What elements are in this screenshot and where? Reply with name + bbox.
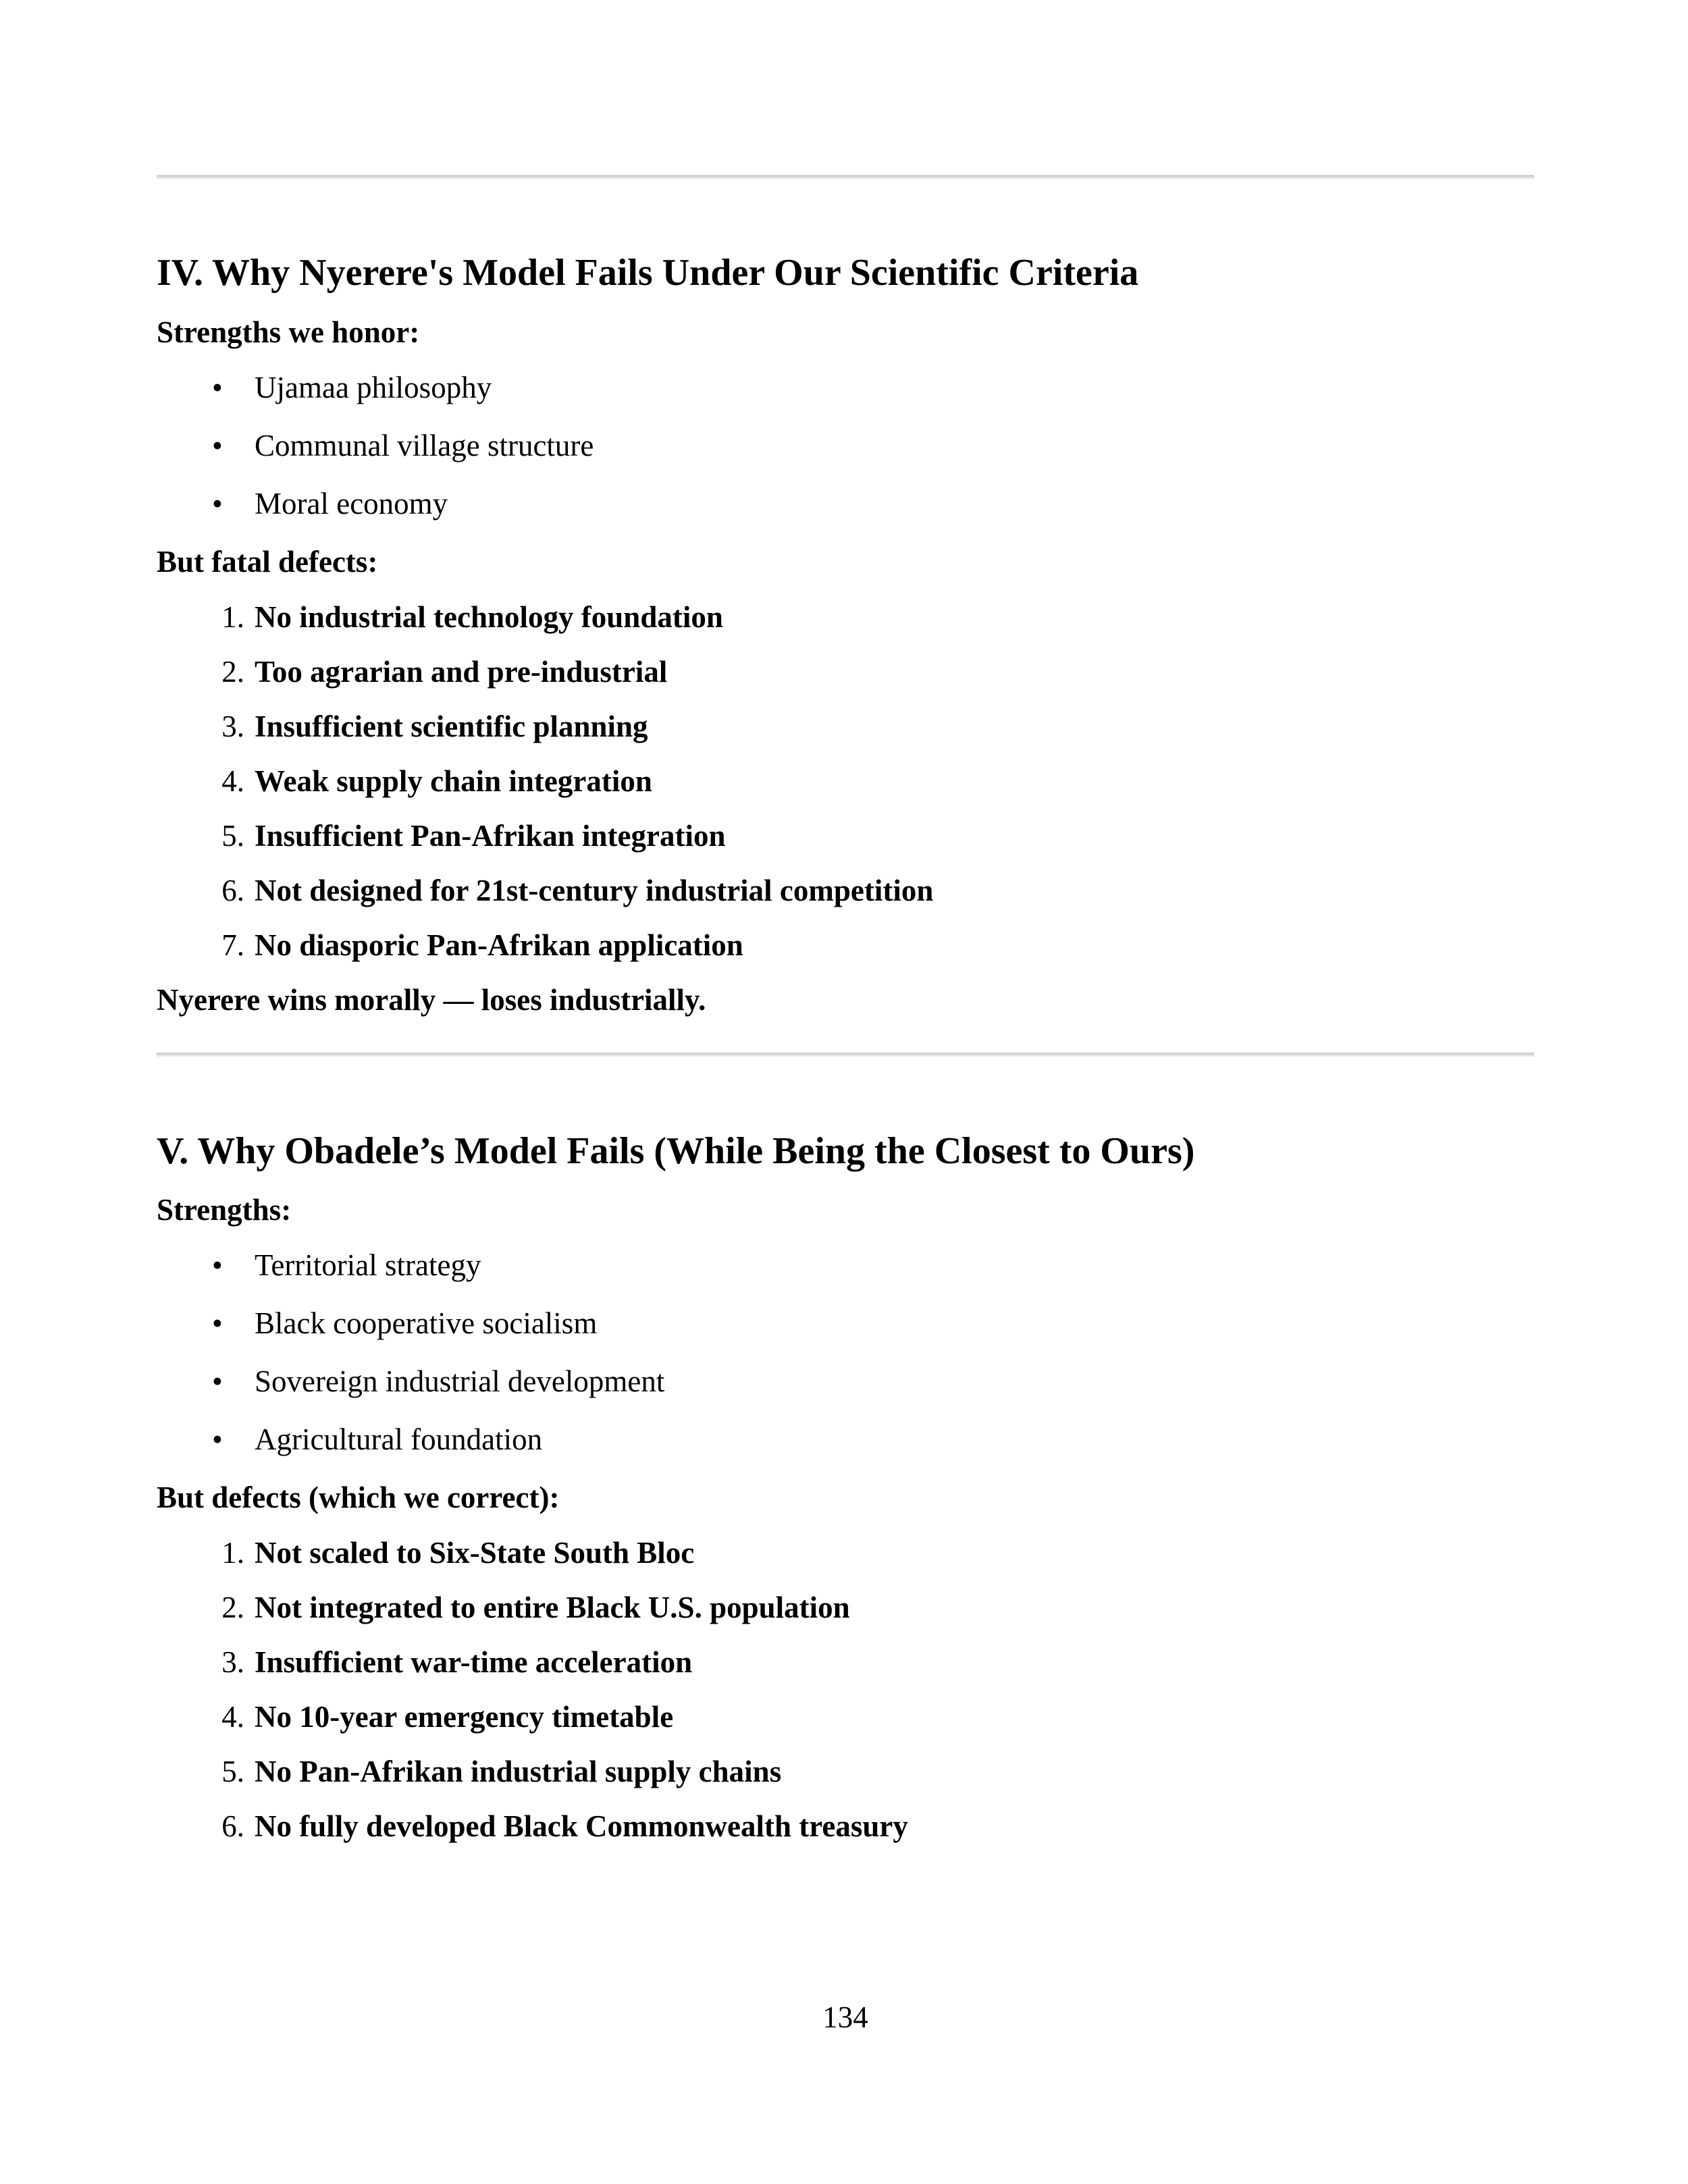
bullet-text: Territorial strategy [255,1248,481,1282]
bullet-text: Agricultural foundation [255,1422,543,1456]
bullet-item [157,427,1534,464]
bullet-item [157,1246,1534,1284]
section-conclusion: Nyerere wins morally — loses industrially. [157,983,706,1017]
item-number: 2. [221,655,244,689]
numbered-item [157,598,1534,636]
item-number: 2. [221,1591,244,1624]
item-number: 4. [221,1700,244,1734]
bullet-item [157,1420,1534,1458]
bullet-item [157,485,1534,523]
strengths-label: Strengths we honor: [157,315,420,349]
item-number: 1. [221,1536,244,1570]
bullet-item [157,369,1534,406]
bullet-icon: • [212,1248,223,1282]
item-text: Too agrarian and pre-industrial [255,655,668,689]
bullet-text: Communal village structure [255,429,594,462]
item-text: No fully developed Black Commonwealth treasury [255,1809,908,1843]
section-heading: V. Why Obadele’s Model Fails (While Being the Closest to Ours) [157,1130,1195,1172]
item-text: Insufficient war-time acceleration [255,1645,693,1679]
numbered-item [157,762,1534,800]
item-text: No diasporic Pan-Afrikan application [255,928,743,962]
item-number: 6. [221,1809,244,1843]
bullet-text: Black cooperative socialism [255,1306,598,1340]
numbered-item [157,653,1534,691]
item-text: Insufficient Pan-Afrikan integration [255,819,726,853]
numbered-item [157,1643,1534,1681]
item-text: No 10-year emergency timetable [255,1700,674,1734]
bullet-icon: • [212,1422,223,1456]
item-text: No industrial technology foundation [255,600,723,634]
item-number: 6. [221,874,244,907]
bullet-text: Ujamaa philosophy [255,371,492,404]
horizontal-divider [157,175,1534,179]
item-number: 3. [221,1645,244,1679]
bullet-icon: • [212,429,223,462]
numbered-item [157,1589,1534,1626]
bullet-text: Moral economy [255,487,448,521]
item-text: Not designed for 21st-century industrial competition [255,874,934,907]
item-number: 7. [221,928,244,962]
numbered-item [157,872,1534,909]
horizontal-divider [157,1053,1534,1057]
bullet-text: Sovereign industrial development [255,1364,665,1398]
numbered-item [157,926,1534,964]
bullet-item [157,1362,1534,1400]
numbered-item [157,1807,1534,1845]
item-text: Insufficient scientific planning [255,710,648,743]
numbered-item [157,1753,1534,1790]
item-number: 3. [221,710,244,743]
item-text: No Pan-Afrikan industrial supply chains [255,1755,782,1788]
item-number: 1. [221,600,244,634]
item-text: Weak supply chain integration [255,764,652,798]
strengths-label: Strengths: [157,1193,292,1227]
item-number: 4. [221,764,244,798]
defects-label: But fatal defects: [157,545,378,579]
numbered-item [157,708,1534,745]
section-heading: IV. Why Nyerere's Model Fails Under Our Scientific Criteria [157,252,1139,294]
item-text: Not scaled to Six-State South Bloc [255,1536,695,1570]
numbered-item [157,1698,1534,1736]
item-text: Not integrated to entire Black U.S. population [255,1591,850,1624]
item-number: 5. [221,1755,244,1788]
bullet-icon: • [212,371,223,404]
bullet-item [157,1304,1534,1342]
item-number: 5. [221,819,244,853]
defects-label: But defects (which we correct): [157,1481,560,1514]
bullet-icon: • [212,487,223,521]
page-number: 134 [822,2000,868,2034]
document-page [157,0,1534,2184]
bullet-icon: • [212,1364,223,1398]
numbered-item [157,1534,1534,1572]
bullet-icon: • [212,1306,223,1340]
numbered-item [157,817,1534,855]
